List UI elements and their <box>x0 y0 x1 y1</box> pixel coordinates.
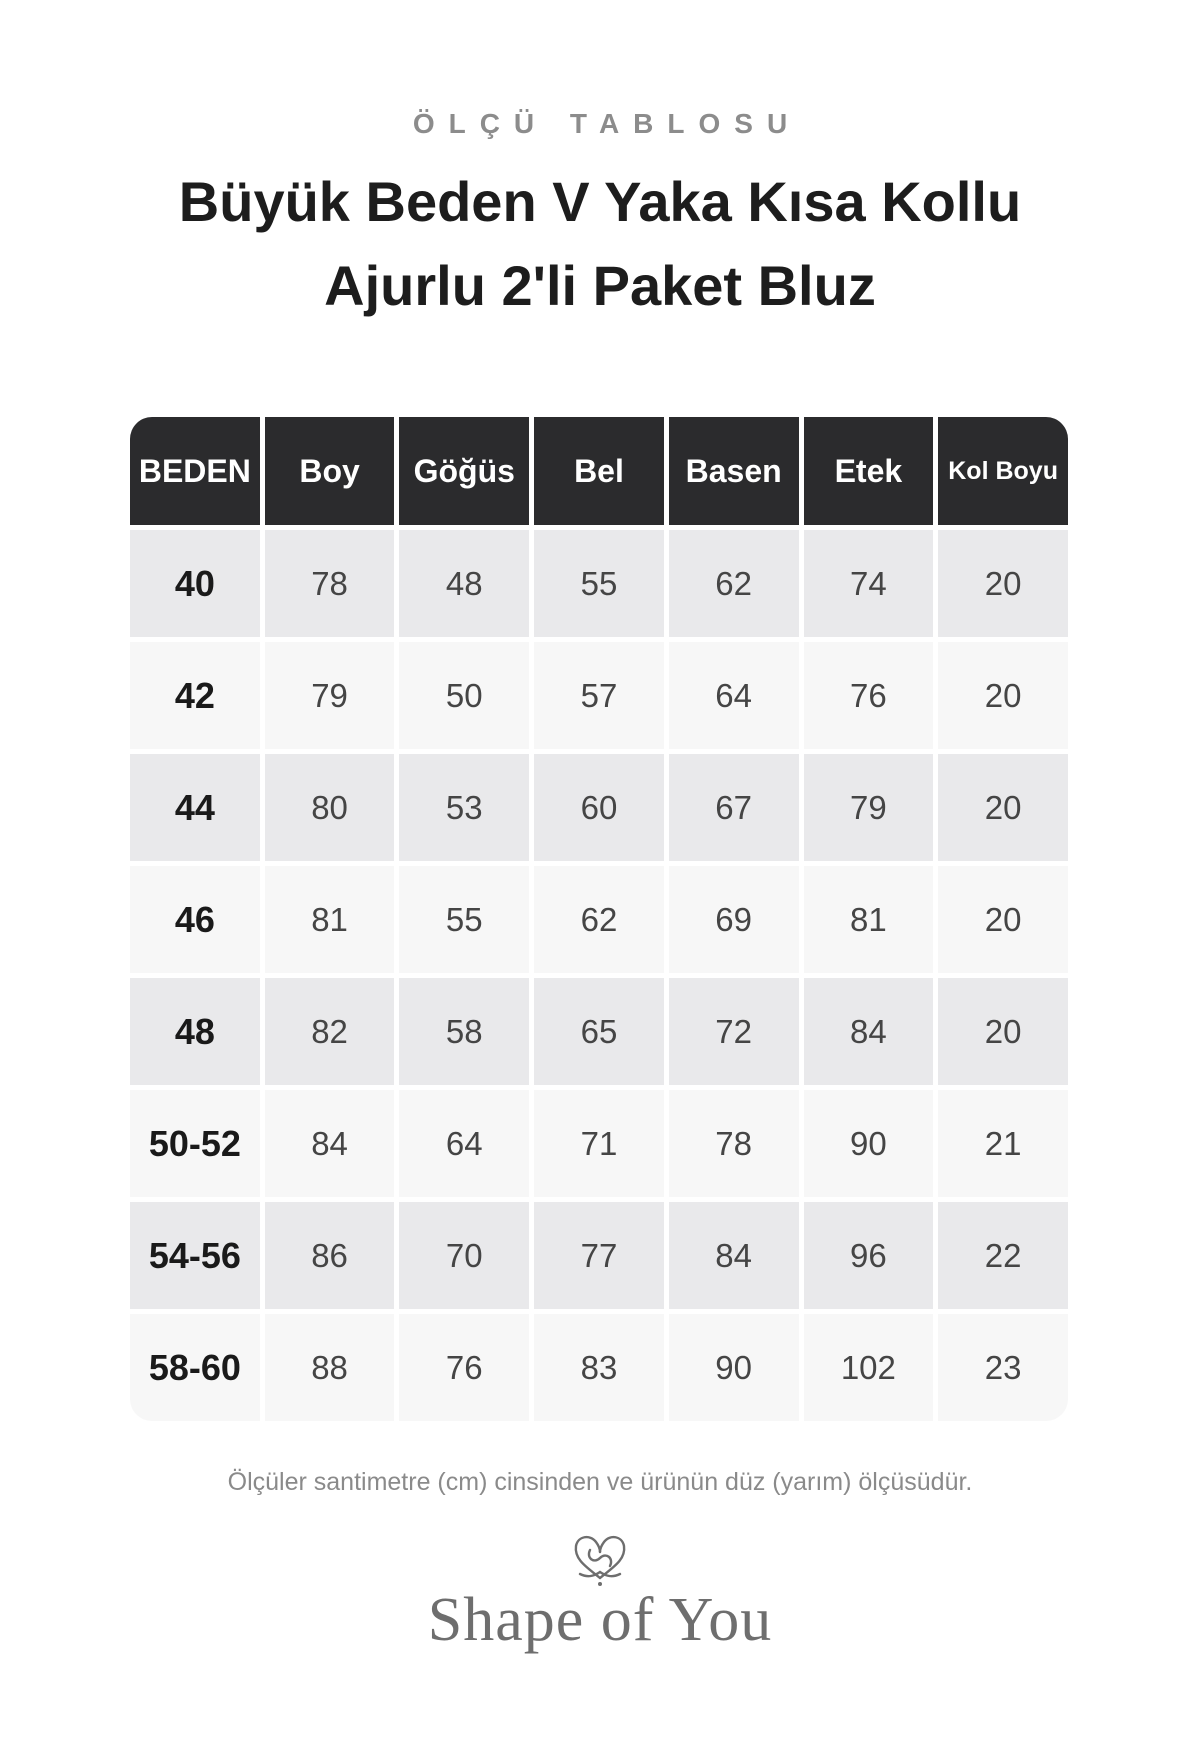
table-cell: 55 <box>534 530 664 637</box>
column-header-etek: Etek <box>804 417 934 525</box>
table-cell: 102 <box>804 1314 934 1421</box>
table-cell: 21 <box>938 1090 1068 1197</box>
table-cell: 67 <box>669 754 799 861</box>
table-cell: 20 <box>938 866 1068 973</box>
size-cell: 40 <box>130 530 260 637</box>
measurement-note: Ölçüler santimetre (cm) cinsinden ve ürünün düz (yarım) ölçüsüdür. <box>227 1468 973 1496</box>
size-table <box>130 417 1068 1421</box>
size-cell: 42 <box>130 642 260 749</box>
column-header-bel: Bel <box>534 417 664 525</box>
table-cell: 90 <box>804 1090 934 1197</box>
table-cell: 71 <box>534 1090 664 1197</box>
table-cell: 96 <box>804 1202 934 1309</box>
size-cell: 50-52 <box>130 1090 260 1197</box>
table-row <box>130 1314 1068 1421</box>
table-cell: 80 <box>265 754 395 861</box>
table-row <box>130 642 1068 749</box>
table-cell: 90 <box>669 1314 799 1421</box>
table-cell: 20 <box>938 754 1068 861</box>
table-row <box>130 866 1068 973</box>
table-cell: 86 <box>265 1202 395 1309</box>
size-cell: 58-60 <box>130 1314 260 1421</box>
table-cell: 64 <box>669 642 799 749</box>
table-cell: 79 <box>265 642 395 749</box>
table-cell: 78 <box>265 530 395 637</box>
size-table-container <box>130 417 1068 1421</box>
size-cell: 54-56 <box>130 1202 260 1309</box>
heart-swirl-icon <box>560 1528 640 1588</box>
column-header-kol-boyu: Kol Boyu <box>938 417 1068 525</box>
column-header-boy: Boy <box>265 417 395 525</box>
size-cell: 46 <box>130 866 260 973</box>
table-cell: 48 <box>399 530 529 637</box>
brand-logotype: Shape of You <box>427 1586 773 1654</box>
table-cell: 53 <box>399 754 529 861</box>
table-row <box>130 754 1068 861</box>
table-header-row <box>130 417 1068 525</box>
table-cell: 84 <box>804 978 934 1085</box>
table-cell: 70 <box>399 1202 529 1309</box>
table-cell: 74 <box>804 530 934 637</box>
size-cell: 48 <box>130 978 260 1085</box>
size-cell: 44 <box>130 754 260 861</box>
table-cell: 81 <box>804 866 934 973</box>
table-cell: 23 <box>938 1314 1068 1421</box>
table-cell: 84 <box>265 1090 395 1197</box>
table-cell: 62 <box>669 530 799 637</box>
table-cell: 20 <box>938 642 1068 749</box>
table-cell: 83 <box>534 1314 664 1421</box>
table-cell: 20 <box>938 978 1068 1085</box>
table-cell: 81 <box>265 866 395 973</box>
table-row <box>130 1202 1068 1309</box>
table-cell: 22 <box>938 1202 1068 1309</box>
table-cell: 65 <box>534 978 664 1085</box>
table-cell: 84 <box>669 1202 799 1309</box>
table-cell: 88 <box>265 1314 395 1421</box>
table-cell: 72 <box>669 978 799 1085</box>
table-cell: 60 <box>534 754 664 861</box>
table-cell: 20 <box>938 530 1068 637</box>
table-cell: 64 <box>399 1090 529 1197</box>
table-row <box>130 978 1068 1085</box>
table-cell: 58 <box>399 978 529 1085</box>
column-header-gogus: Göğüs <box>399 417 529 525</box>
table-cell: 78 <box>669 1090 799 1197</box>
table-cell: 79 <box>804 754 934 861</box>
table-cell: 57 <box>534 642 664 749</box>
table-cell: 55 <box>399 866 529 973</box>
table-cell: 82 <box>265 978 395 1085</box>
table-cell: 76 <box>804 642 934 749</box>
title-line-2: Ajurlu 2'li Paket Bluz <box>324 254 876 317</box>
page-title <box>100 160 1100 328</box>
title-line-1: Büyük Beden V Yaka Kısa Kollu <box>178 170 1022 233</box>
table-cell: 69 <box>669 866 799 973</box>
table-cell: 76 <box>399 1314 529 1421</box>
table-cell: 62 <box>534 866 664 973</box>
table-row <box>130 1090 1068 1197</box>
column-header-beden: BEDEN <box>130 417 260 525</box>
table-row <box>130 530 1068 637</box>
table-cell: 77 <box>534 1202 664 1309</box>
column-header-basen: Basen <box>669 417 799 525</box>
eyebrow-label: ÖLÇÜ TABLOSU <box>412 108 802 139</box>
table-cell: 50 <box>399 642 529 749</box>
